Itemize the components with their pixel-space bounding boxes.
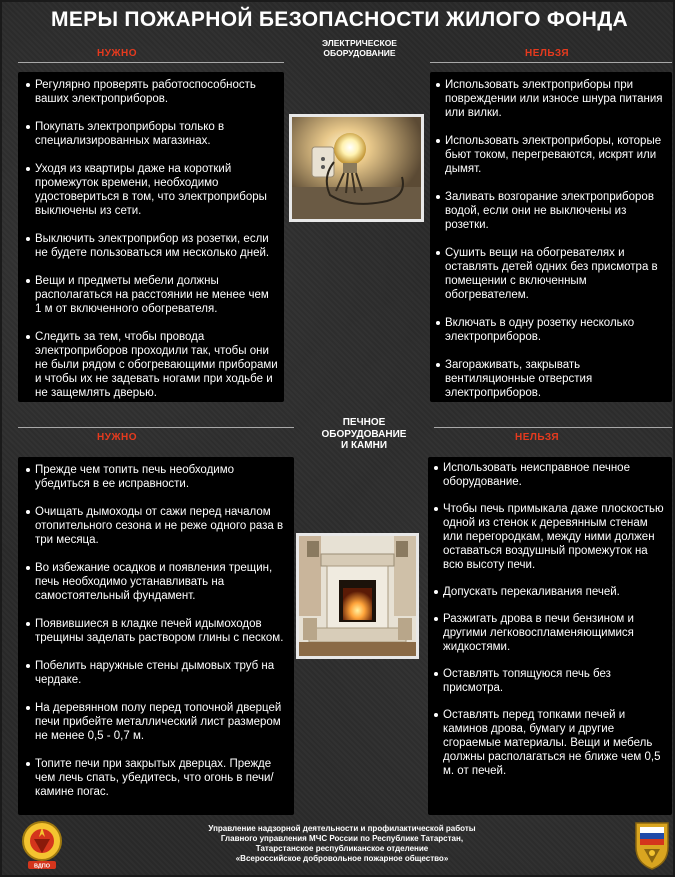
footer-line4: «Всероссийское добровольное пожарное общество» — [235, 854, 449, 863]
stove-photo — [296, 533, 419, 659]
page-title: МЕРЫ ПОЖАРНОЙ БЕЗОПАСНОСТИ ЖИЛОГО ФОНДА — [51, 8, 628, 31]
list-item: Чтобы печь примыкала даже плоскостью одной из стенок к деревянным стенам или перегородкам, между ними должен оставаться воздушный промежуток на всю высоту печи. — [434, 502, 666, 572]
list-item: Разжигать дрова в печи бензином и другими легковоспламеняющимися жидкостями. — [434, 612, 666, 654]
stove-must-label: НУЖНО — [97, 432, 137, 443]
electric-heading-line2: ОБОРУДОВАНИЕ — [323, 47, 396, 58]
list-item: Уходя из квартиры даже на короткий промежуток времени, необходимо удостовериться в том, что электроприборы выключены из сети. — [26, 162, 278, 218]
list-item: Топите печи при закрытых дверцах. Прежде чем лечь спать, убедитесь, что огонь в печи/камине погас. — [26, 757, 288, 799]
stove-mustnot-list — [434, 461, 666, 778]
electric-must-panel — [18, 72, 284, 402]
stove-heading-line3: И КАМНИ — [340, 440, 388, 451]
list-item: Покупать электроприборы только в специализированных магазинах. — [26, 120, 278, 148]
footer-line2: Главного управления МЧС России по Республике Татарстан, — [220, 834, 464, 843]
list-item: Вещи и предметы мебели должны располагаться на расстоянии не менее чем 1 м от включенного обогревателя. — [26, 274, 278, 316]
footer — [152, 824, 532, 864]
electric-left-divider — [18, 62, 284, 63]
list-item: Очищать дымоходы от сажи перед началом отопительного сезона и не реже одного раза в три месяца. — [26, 505, 288, 547]
footer-line1: Управление надзорной деятельности и профилактической работы — [208, 824, 476, 833]
stove-mustnot-panel — [428, 457, 672, 815]
stove-must-list — [26, 463, 288, 799]
list-item: Загораживать, закрывать вентиляционные отверстия электроприборов. — [436, 358, 666, 400]
list-item: Во избежание осадков и появления трещин, печь необходимо устанавливать на самостоятельный фундамент. — [26, 561, 288, 603]
list-item: Оставлять перед топками печей и каминов дрова, бумагу и другие сгораемые материалы. Вещи и мебель должны располагаться не ближе чем 0,5 м. от печей. — [434, 708, 666, 778]
electric-mustnot-list — [436, 78, 666, 400]
electric-mustnot-label: НЕЛЬЗЯ — [524, 48, 570, 59]
stove-left-divider — [18, 427, 294, 428]
mchs-emblem — [632, 817, 672, 871]
list-item: Выключить электроприбор из розетки, если не будете пользоваться им несколько дней. — [26, 232, 278, 260]
fireplace-image — [299, 536, 416, 656]
electric-heading — [292, 39, 427, 59]
list-item: На деревянном полу перед топочной дверцей печи прибейте металлический лист размером не менее 0,5 - 0,7 м. — [26, 701, 288, 743]
lightbulb-plug-image — [292, 117, 421, 219]
list-item: Регулярно проверять работоспособность ваших электроприборов. — [26, 78, 278, 106]
stove-heading-line1: ПЕЧНОЕ — [342, 417, 386, 428]
list-item: Побелить наружные стены дымовых труб на чердаке. — [26, 659, 288, 687]
electric-must-list — [26, 78, 278, 400]
electric-right-divider — [430, 62, 672, 63]
footer-line3: Татарстанское республиканское отделение — [255, 844, 429, 853]
electric-photo — [289, 114, 424, 222]
list-item: Заливать возгорание электроприборов водой, если они не выключены из розетки. — [436, 190, 666, 232]
vdpo-emblem-icon — [20, 817, 64, 871]
list-item: Включать в одну розетку несколько электроприборов. — [436, 316, 666, 344]
stove-heading — [294, 417, 434, 452]
stove-must-panel — [18, 457, 294, 815]
stove-mustnot-label: НЕЛЬЗЯ — [514, 432, 560, 443]
list-item: Появившиеся в кладке печей идымоходов трещины заделать раствором глины с песком. — [26, 617, 288, 645]
vdpo-emblem — [20, 817, 64, 871]
electric-must-label: НУЖНО — [97, 48, 137, 59]
list-item: Прежде чем топить печь необходимо убедиться в ее исправности. — [26, 463, 288, 491]
electric-mustnot-panel — [430, 72, 672, 402]
stove-right-divider — [434, 427, 672, 428]
list-item: Использовать электроприборы, которые бьют током, перегреваются, искрят или дымят. — [436, 134, 666, 176]
list-item: Оставлять топящуюся печь без присмотра. — [434, 667, 666, 695]
list-item: Использовать электроприборы при повреждении или износе шнура питания или вилки. — [436, 78, 666, 120]
mchs-emblem-icon — [632, 817, 672, 871]
vdpo-emblem-text: ВДПО — [33, 863, 51, 870]
list-item: Сушить вещи на обогревателях и оставлять детей одних без присмотра в помещении с включенным обогревателем. — [436, 246, 666, 302]
list-item: Следить за тем, чтобы провода электроприборов проходили так, чтобы они не были рядом с обогревающими приборами и чтобы их не задевать ногами при ходьбе и не защемлять дверью. — [26, 330, 278, 400]
list-item: Использовать неисправное печное оборудование. — [434, 461, 666, 489]
electric-heading-line1: ЭЛЕКТРИЧЕСКОЕ — [322, 38, 397, 48]
list-item: Допускать перекаливания печей. — [434, 585, 666, 599]
stove-heading-line2: ОБОРУДОВАНИЕ — [321, 428, 407, 440]
